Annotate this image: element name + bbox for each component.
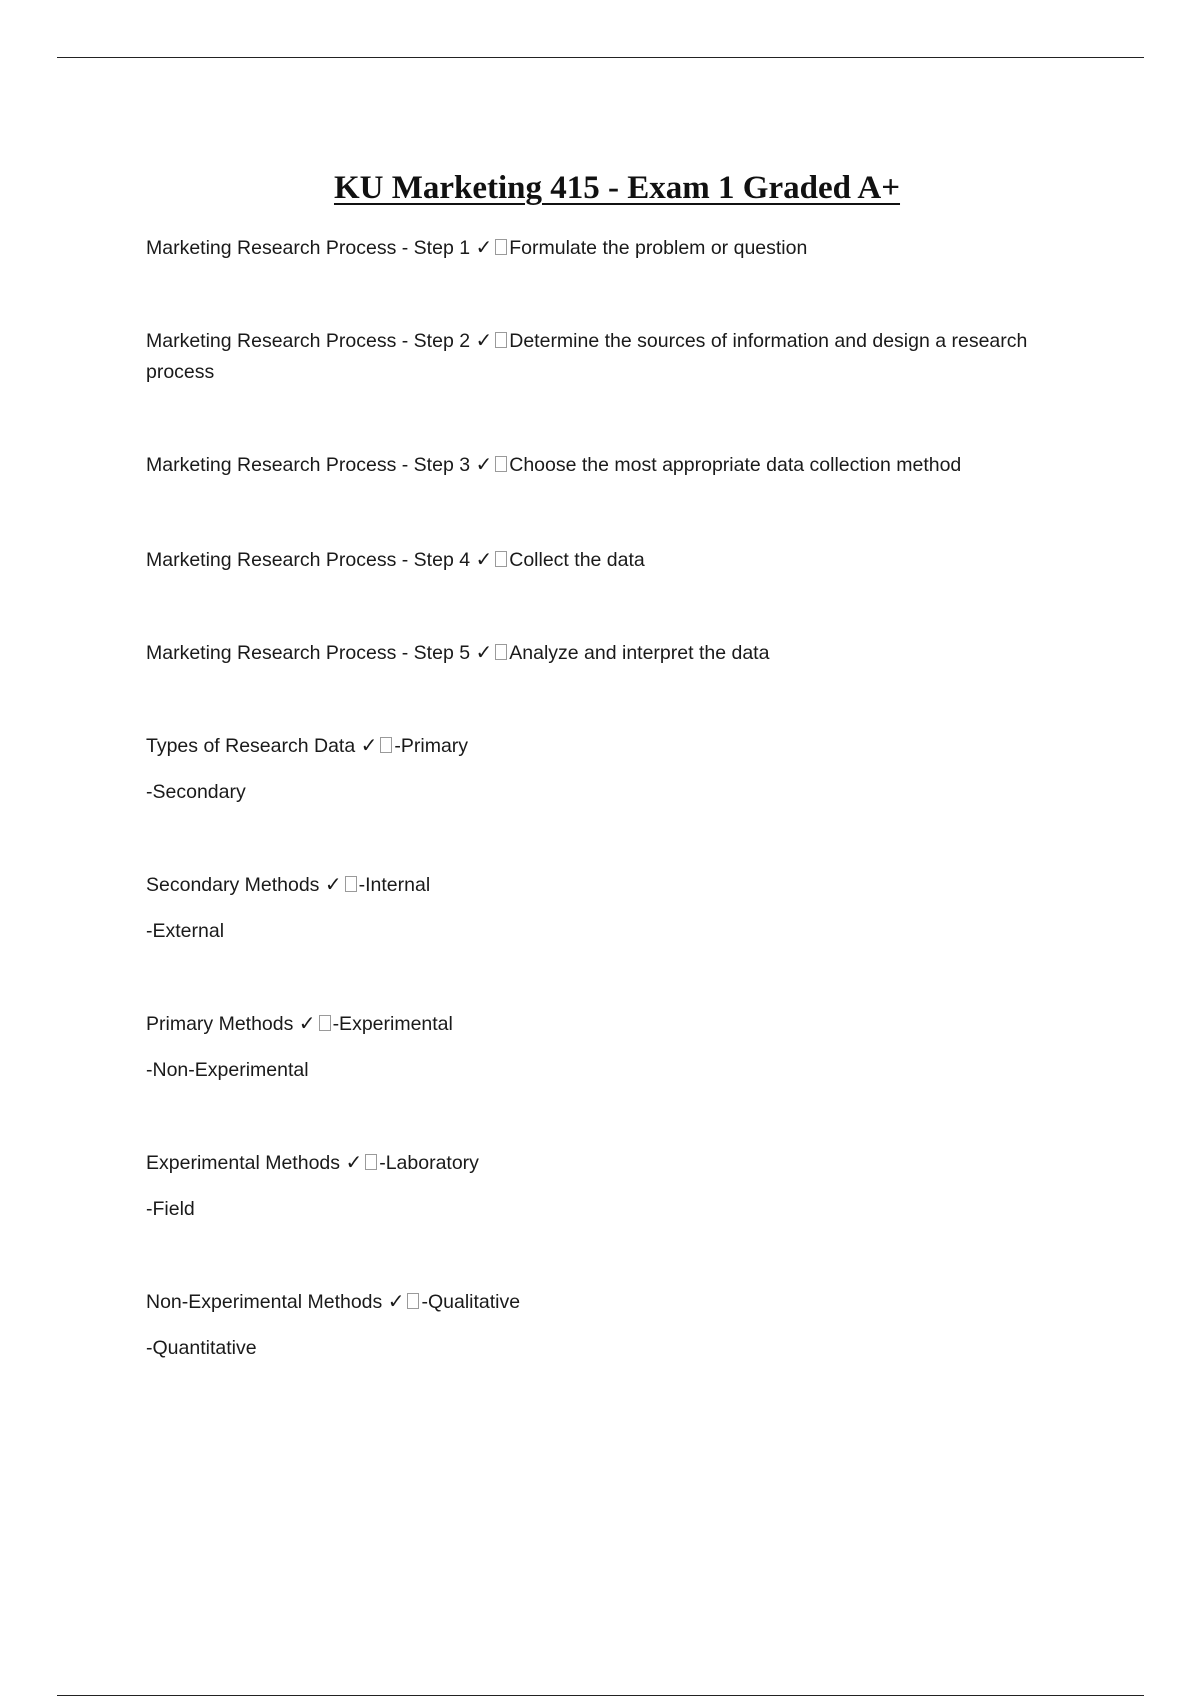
question-term: Non-Experimental Methods (146, 1291, 383, 1313)
question-answer: -Primary (394, 735, 469, 757)
question-term: Marketing Research Process - Step 3 (146, 454, 471, 476)
checkmark-icon: ✓ (475, 642, 493, 664)
question-answer: Formulate the problem or question (509, 237, 808, 259)
placeholder-box-icon (495, 551, 507, 567)
placeholder-box-icon (319, 1015, 331, 1031)
question-answer-extra: -Field (146, 1198, 195, 1220)
checkmark-icon: ✓ (298, 1013, 316, 1035)
question-term: Primary Methods (146, 1013, 294, 1035)
checkmark-icon: ✓ (345, 1152, 363, 1174)
question-item (146, 545, 1076, 576)
question-answer: -Internal (358, 874, 431, 896)
placeholder-box-icon (495, 332, 507, 348)
question-term: Experimental Methods (146, 1152, 341, 1174)
question-term: Secondary Methods (146, 874, 320, 896)
question-item (146, 1148, 1076, 1225)
placeholder-box-icon (495, 239, 507, 255)
question-term: Marketing Research Process - Step 2 (146, 330, 471, 352)
placeholder-box-icon (495, 456, 507, 472)
question-item (146, 638, 1076, 669)
question-item (146, 1009, 1076, 1086)
question-item (146, 731, 1076, 808)
checkmark-icon: ✓ (387, 1291, 405, 1313)
placeholder-box-icon (407, 1293, 419, 1309)
question-item (146, 1287, 1076, 1364)
checkmark-icon: ✓ (360, 735, 378, 757)
question-answer: -Laboratory (379, 1152, 479, 1174)
checkmark-icon: ✓ (475, 330, 493, 352)
question-answer-extra: -Quantitative (146, 1337, 257, 1359)
placeholder-box-icon (345, 876, 357, 892)
page-title: KU Marketing 415 - Exam 1 Graded A+ (333, 170, 901, 206)
question-answer: -Qualitative (421, 1291, 521, 1313)
checkmark-icon: ✓ (324, 874, 342, 896)
question-answer-extra: -Non-Experimental (146, 1059, 309, 1081)
question-answer-extra: -External (146, 920, 225, 942)
question-term: Marketing Research Process - Step 5 (146, 642, 471, 664)
question-answer: Collect the data (509, 549, 645, 571)
question-term: Marketing Research Process - Step 4 (146, 549, 471, 571)
question-list (146, 233, 1076, 1364)
question-answer-extra: -Secondary (146, 781, 246, 803)
question-answer: Choose the most appropriate data collection method (509, 454, 962, 476)
placeholder-box-icon (380, 737, 392, 753)
bottom-rule (57, 1695, 1144, 1696)
checkmark-icon: ✓ (475, 237, 493, 259)
question-answer: Analyze and interpret the data (509, 642, 770, 664)
placeholder-box-icon (495, 644, 507, 660)
question-item (146, 233, 1076, 264)
top-rule (57, 57, 1144, 58)
question-term: Types of Research Data (146, 735, 356, 757)
placeholder-box-icon (365, 1154, 377, 1170)
question-answer: -Experimental (332, 1013, 453, 1035)
checkmark-icon: ✓ (475, 549, 493, 571)
question-item (146, 870, 1076, 947)
question-item (146, 326, 1076, 388)
question-term: Marketing Research Process - Step 1 (146, 237, 471, 259)
checkmark-icon: ✓ (475, 454, 493, 476)
question-item (146, 450, 1076, 481)
question-answer: Determine the sources of information and design a research process (146, 330, 1028, 383)
